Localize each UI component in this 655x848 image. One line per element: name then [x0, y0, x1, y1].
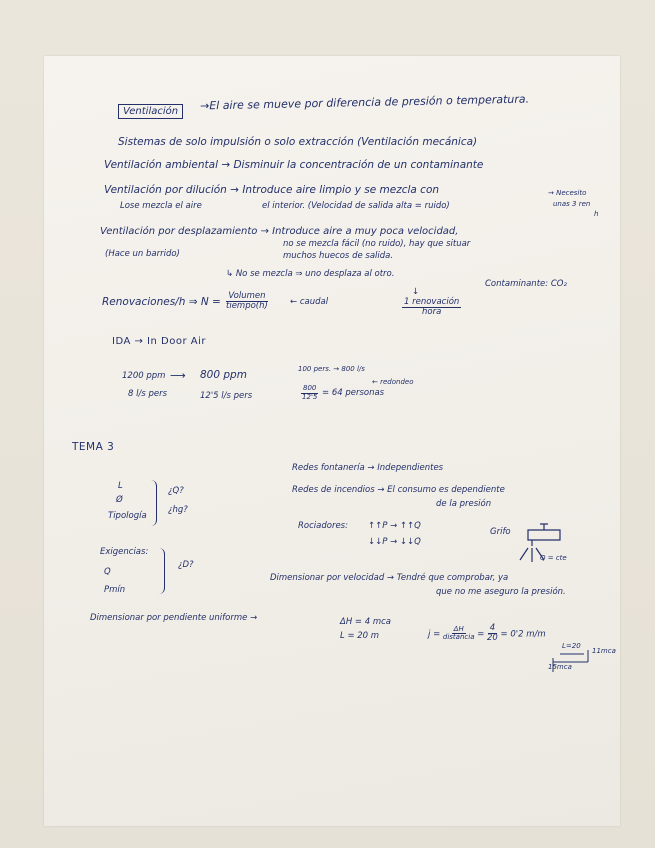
- renovacion-hora-denominator: hora: [422, 307, 442, 318]
- brace1-item-l: L: [118, 481, 123, 491]
- redondeo-note: ← redondeo: [372, 378, 414, 386]
- necesito-amount: unas 3 ren: [553, 200, 591, 208]
- renovacion-hora-fraction: [402, 298, 461, 318]
- ventilacion-title: Ventilación: [118, 104, 183, 119]
- necesito-label: → Necesito: [548, 189, 587, 197]
- brace1-item-diameter: Ø: [116, 495, 123, 505]
- grifo-label: Grifo: [490, 527, 511, 537]
- renovacion-hora-numerator: 1 renovación: [404, 297, 460, 307]
- personas-fraction: [301, 385, 318, 401]
- brace1-q: ¿Q?: [168, 486, 184, 496]
- sistemas-line: Sistemas de solo impulsión o solo extracción (Ventilación mecánica): [118, 136, 478, 148]
- ida-line: IDA → In Door Air: [112, 336, 206, 347]
- desplazamiento-note-2: muchos huecos de salida.: [283, 251, 394, 261]
- ventilacion-desplazamiento-line: Ventilación por desplazamiento → Introduce aire a muy poca velocidad,: [100, 226, 459, 237]
- rociadores-rule-2: ↓↓P → ↓↓Q: [368, 537, 421, 547]
- brace1-hg: ¿hg?: [168, 505, 188, 515]
- diagram-length-label: L=20: [562, 642, 581, 650]
- rociadores-rule-1: ↑↑P → ↑↑Q: [368, 521, 421, 531]
- tema3-title: TEMA 3: [72, 441, 115, 453]
- j-result: = 0'2 m/m: [500, 629, 546, 640]
- brace-right-2: [158, 548, 165, 594]
- personas-numerator: 800: [303, 384, 317, 392]
- j-numerator: ΔH: [453, 624, 464, 633]
- contaminante-note: Contaminante: CO₂: [485, 279, 567, 289]
- ventilacion-ambiental-line: Ventilación ambiental → Disminuir la concentración de un contaminante: [104, 159, 484, 171]
- j-denominator: distancia: [442, 633, 475, 642]
- lps-pers-start: 8 l/s pers: [128, 389, 168, 399]
- barrido-note: (Hace un barrido): [105, 249, 180, 259]
- dimensionar-velocidad-line: Dimensionar por velocidad → Tendré que comprobar, ya: [270, 573, 509, 583]
- q-cte-label: Q = cte: [540, 554, 567, 562]
- ventilacion-dilucion-line: Ventilación por dilución → Introduce aire limpio y se mezcla con: [104, 184, 440, 196]
- rociadores-label: Rociadores:: [298, 521, 348, 531]
- ppm-end: 800 ppm: [200, 369, 247, 381]
- necesito-unit: h: [594, 210, 599, 218]
- renovaciones-denominator: tiempo(h): [226, 301, 268, 312]
- renovaciones-fraction: [226, 292, 268, 312]
- exigencias-item-pmin: Pmín: [104, 585, 126, 595]
- desplazamiento-note-1: no se mezcla fácil (no ruido), hay que situar: [283, 239, 471, 249]
- dilucion-interior-note: el interior. (Velocidad de salida alta = ruido): [262, 201, 450, 211]
- j-equals: =: [477, 629, 485, 640]
- diagram-left-pressure: 15mca: [548, 663, 572, 671]
- personas-result: = 64 personas: [322, 388, 385, 398]
- brace1-item-tipologia: Tipología: [108, 511, 147, 521]
- exigencias-d: ¿D?: [178, 560, 194, 570]
- redes-fontaneria-line: Redes fontanería → Independientes: [292, 463, 444, 473]
- exigencias-label: Exigencias:: [100, 547, 149, 557]
- j-label: j =: [428, 629, 441, 640]
- no-mezcla-note: ↳ No se mezcla ⇒ uno desplaza al otro.: [226, 269, 395, 279]
- ppm-arrow: ⟶: [170, 369, 186, 382]
- j-numerator-2: 4: [489, 623, 496, 633]
- dilucion-note: Lose mezcla el aire: [120, 201, 202, 211]
- delta-h-value: ΔH = 4 mca: [340, 617, 392, 627]
- brace-right-1: [150, 480, 157, 526]
- exigencias-item-q: Q: [104, 567, 111, 577]
- dimensionar-pendiente-line: Dimensionar por pendiente uniforme →: [90, 613, 258, 623]
- ventilacion-definition: →El aire se mueve por diferencia de presión o temperatura.: [199, 92, 530, 113]
- lps-pers-end: 12'5 l/s pers: [200, 391, 253, 401]
- dimensionar-velocidad-line-2: que no me aseguro la presión.: [436, 587, 566, 597]
- personas-calc-line: 100 pers. → 800 l/s: [298, 365, 365, 373]
- personas-denominator: 12'5: [302, 392, 318, 401]
- j-denominator-2: 20: [487, 633, 498, 644]
- ppm-start: 1200 ppm: [122, 371, 166, 381]
- redes-incendios-line: Redes de incendios → El consumo es dependiente: [292, 485, 505, 495]
- renovaciones-label: Renovaciones/h ⇒ N =: [102, 296, 221, 308]
- redes-incendios-line-2: de la presión: [436, 499, 492, 509]
- diagram-right-pressure: 11mca: [592, 647, 616, 655]
- caudal-note: ← caudal: [290, 297, 329, 307]
- length-value: L = 20 m: [340, 631, 380, 641]
- j-formula: [428, 624, 546, 644]
- renovaciones-numerator: Volumen: [228, 291, 266, 301]
- down-arrow: ↓: [412, 287, 420, 297]
